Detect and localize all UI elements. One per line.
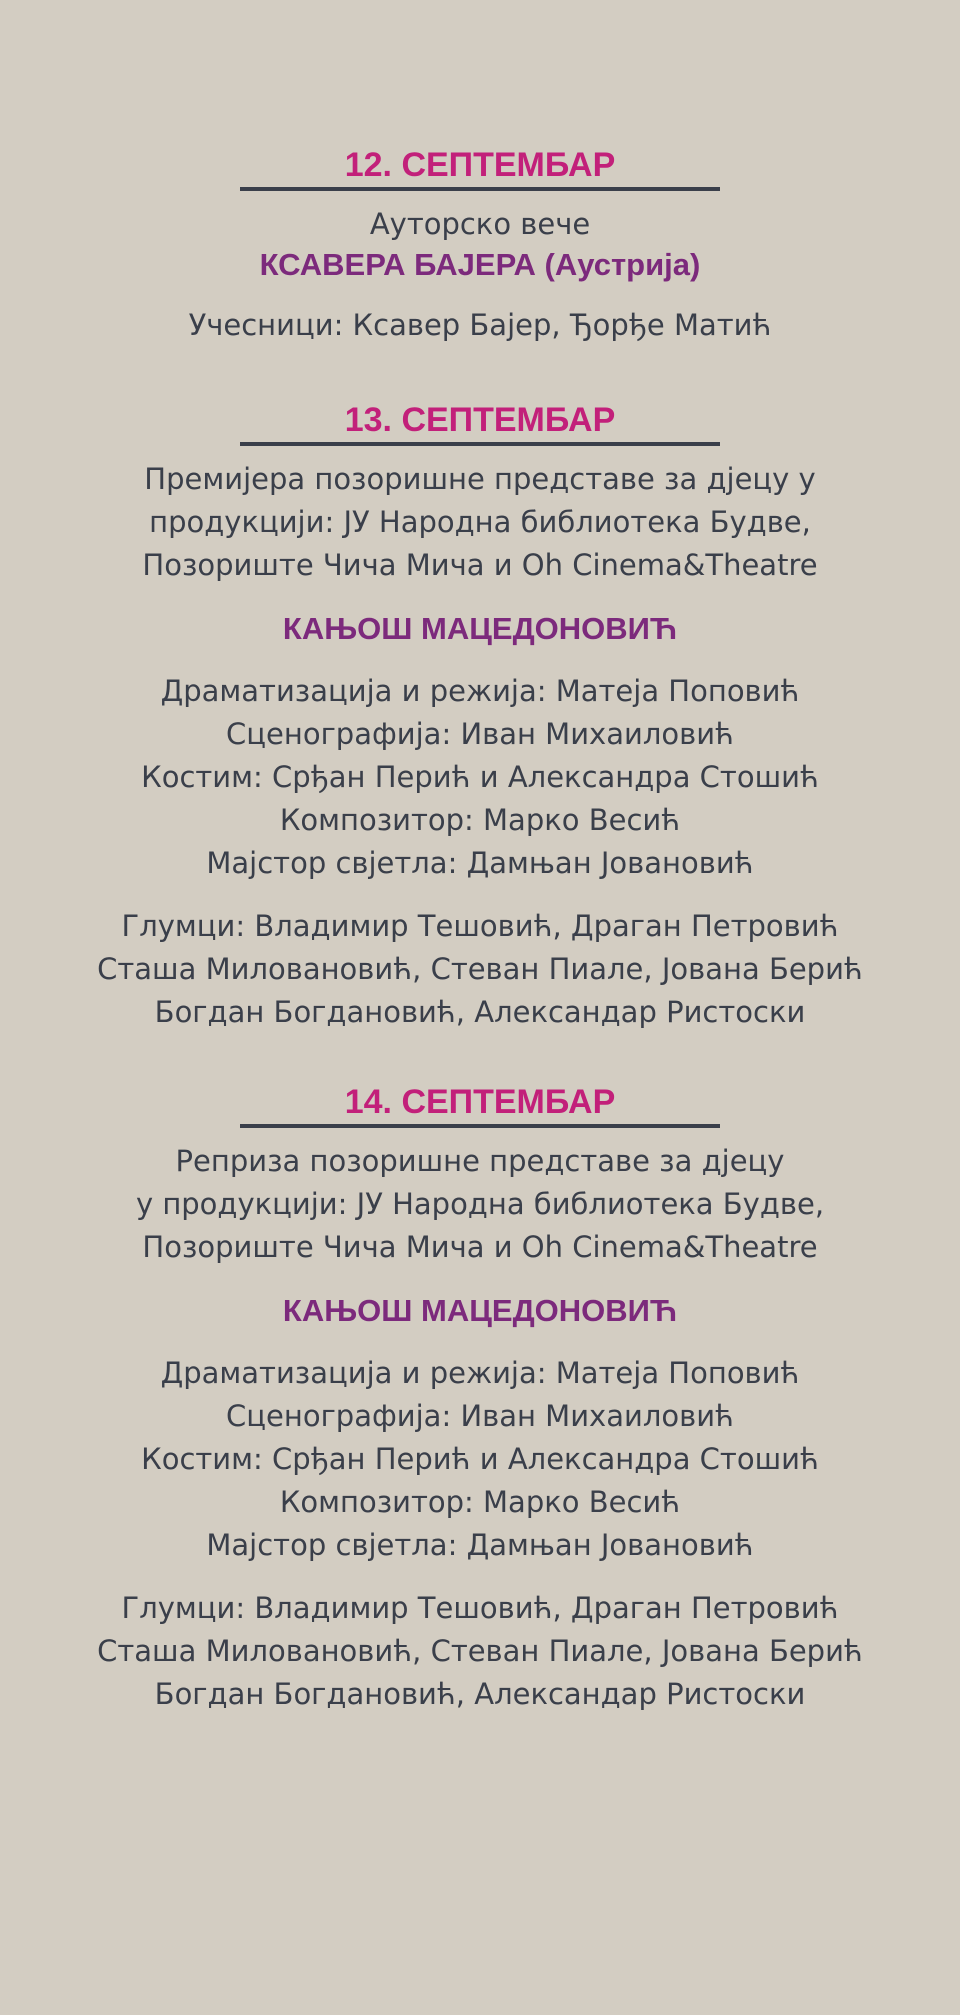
intro-line: продукцији: ЈУ Народна библиотека Будве,	[149, 505, 811, 539]
cast-line: Глумци: Владимир Тешовић, Драган Петровић	[121, 1591, 839, 1625]
cast-block	[0, 1587, 960, 1716]
day-section-sep-13	[0, 400, 960, 1034]
cast-line: Богдан Богдановић, Александар Ристоски	[154, 1677, 806, 1711]
event-intro	[0, 458, 960, 587]
date-heading: 13. СЕПТЕМБАР	[240, 400, 720, 446]
intro-line: Позориште Чича Мича и Oh Cinema&Theatre	[142, 1230, 818, 1264]
intro-line: Премијера позоришне представе за дјецу у	[144, 462, 816, 496]
intro-line: Позориште Чича Мича и Oh Cinema&Theatre	[142, 548, 818, 582]
cast-line: Богдан Богдановић, Александар Ристоски	[154, 995, 806, 1029]
intro-line: Реприза позоришне представе за дјецу	[175, 1144, 785, 1178]
cast-line: Сташа Миловановић, Стеван Пиале, Јована Берић	[97, 952, 863, 986]
date-heading: 14. СЕПТЕМБАР	[240, 1082, 720, 1128]
day-section-sep-12	[0, 145, 960, 347]
event-title: КСАВЕРА БАЈЕРА (Аустрија)	[259, 247, 701, 282]
event-intro	[0, 203, 960, 246]
credit-line: Костим: Срђан Перић и Александра Стошић	[141, 760, 819, 794]
credit-line: Мајстор свјетла: Дамњан Јовановић	[206, 846, 754, 880]
cast-block	[0, 905, 960, 1034]
credit-line: Композитор: Марко Весић	[279, 1485, 681, 1519]
credit-line: Композитор: Марко Весић	[279, 803, 681, 837]
date-heading: 12. СЕПТЕМБАР	[240, 145, 720, 191]
event-title: КАЊОШ МАЦЕДОНОВИЋ	[282, 611, 678, 646]
cast-line: Глумци: Владимир Тешовић, Драган Петровић	[121, 909, 839, 943]
day-section-sep-14	[0, 1082, 960, 1716]
credit-line: Драматизација и режија: Матеја Поповић	[160, 674, 800, 708]
intro-line: Ауторско вече	[369, 207, 591, 241]
cast-line: Сташа Миловановић, Стеван Пиале, Јована Берић	[97, 1634, 863, 1668]
participants-line: Учесници: Ксавер Бајер, Ђорђе Матић	[188, 308, 772, 342]
intro-line: у продукцији: ЈУ Народна библиотека Будве,	[135, 1187, 825, 1221]
credit-line: Сценографија: Иван Михаиловић	[226, 1399, 734, 1433]
credit-line: Сценографија: Иван Михаиловић	[226, 717, 734, 751]
credit-line: Мајстор свјетла: Дамњан Јовановић	[206, 1528, 754, 1562]
credit-line: Костим: Срђан Перић и Александра Стошић	[141, 1442, 819, 1476]
credits-block	[0, 1352, 960, 1567]
credit-line: Драматизација и режија: Матеја Поповић	[160, 1356, 800, 1390]
credits-block	[0, 670, 960, 885]
participants-block	[0, 304, 960, 347]
event-title: КАЊОШ МАЦЕДОНОВИЋ	[282, 1293, 678, 1328]
event-intro	[0, 1140, 960, 1269]
